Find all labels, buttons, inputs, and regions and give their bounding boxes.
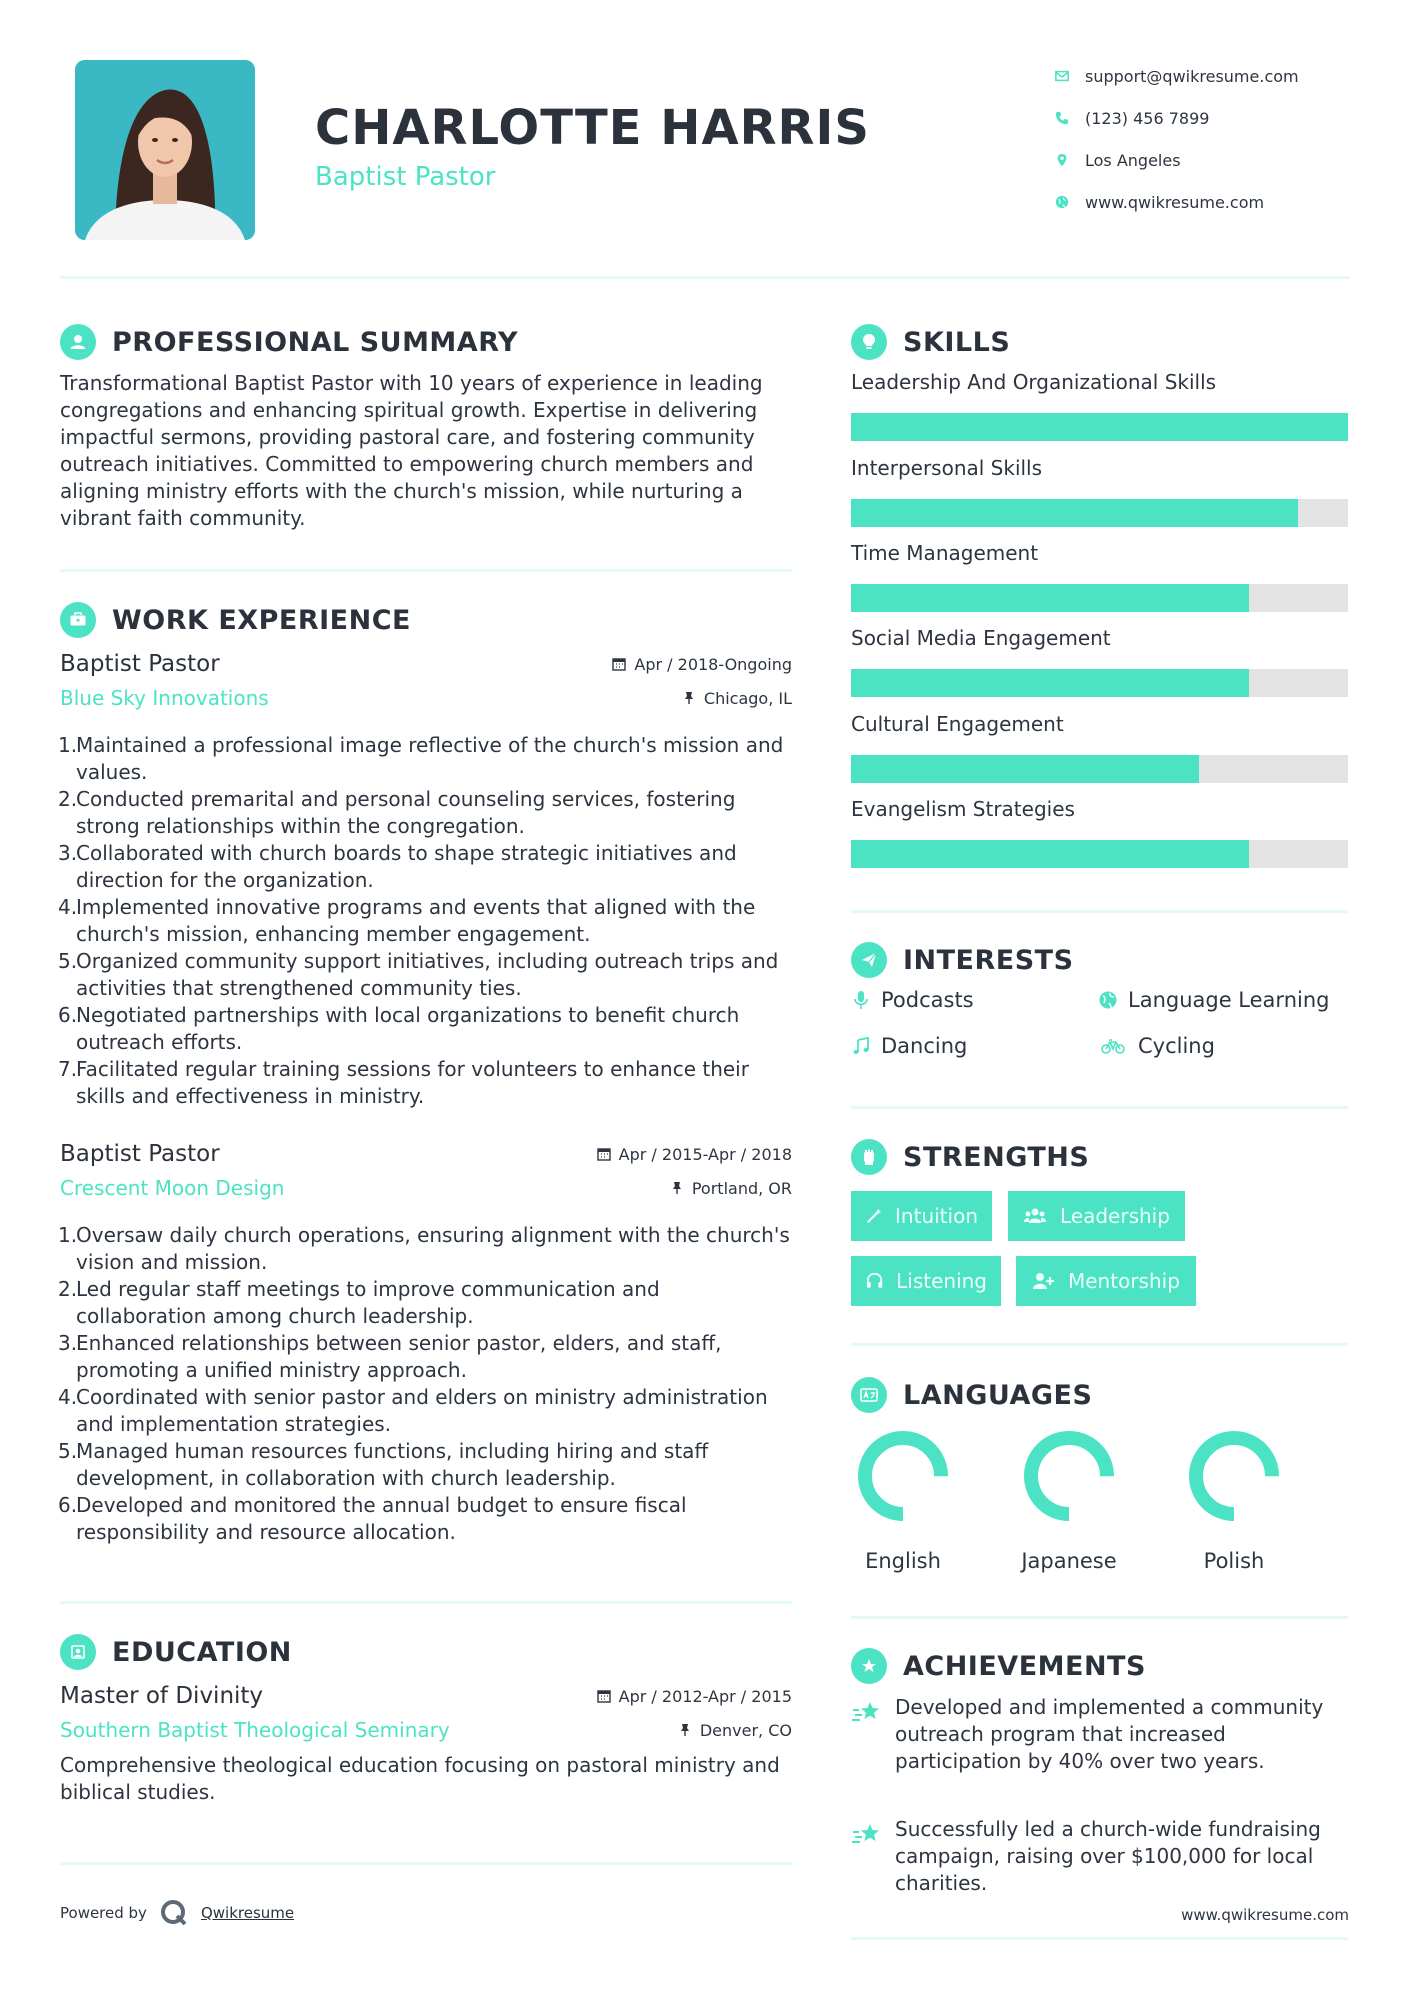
skill-item — [851, 626, 1348, 697]
user-plus-icon — [1030, 1271, 1056, 1291]
summary-title: PROFESSIONAL SUMMARY — [112, 326, 519, 358]
degree: Master of Divinity — [60, 1683, 264, 1709]
job-dates-text: Apr / 2018-Ongoing — [634, 654, 792, 674]
interest-label: Podcasts — [881, 988, 974, 1012]
contact-location — [1055, 139, 1355, 181]
contact-website[interactable] — [1055, 181, 1355, 223]
job-bullets — [60, 1222, 792, 1546]
skill-bar-fill — [851, 755, 1199, 783]
languages-title: LANGUAGES — [903, 1379, 1093, 1411]
email-text: support@qwikresume.com — [1085, 66, 1299, 86]
contact-phone[interactable] — [1055, 97, 1355, 139]
list-item: 1. Maintained a professional image reflective of the church's mission and values. — [58, 733, 784, 784]
achievements-title: ACHIEVEMENTS — [903, 1650, 1146, 1682]
job-company: Blue Sky Innovations — [60, 686, 269, 710]
skill-bar — [851, 499, 1348, 527]
strength-tag-listening — [851, 1256, 1001, 1306]
skill-bar-fill — [851, 499, 1298, 527]
skill-bar — [851, 755, 1348, 783]
achievement-item — [851, 1694, 1351, 1775]
profile-photo — [75, 60, 255, 240]
map-marker-icon — [1055, 153, 1085, 167]
globe-icon — [1098, 990, 1118, 1010]
skill-item — [851, 456, 1348, 527]
list-item: 6. Developed and monitored the annual budget to ensure fiscal responsibility and resource allocation. — [58, 1493, 687, 1544]
job-location-text: Portland, OR — [691, 1178, 792, 1198]
skills-divider — [851, 910, 1348, 913]
language-item — [1174, 1429, 1294, 1573]
interests-title: INTERESTS — [903, 944, 1074, 976]
candidate-title: Baptist Pastor — [315, 162, 496, 192]
achievements-heading — [851, 1648, 1146, 1684]
list-item: 2. Conducted premarital and personal counseling services, fostering strong relationships within the congregation. — [58, 787, 736, 838]
phone-text: (123) 456 7899 — [1085, 108, 1210, 128]
interest-label: Cycling — [1138, 1034, 1215, 1058]
language-label: Polish — [1203, 1549, 1265, 1573]
achievement-text: Developed and implemented a community outreach program that increased participation by 40% over two years. — [895, 1695, 1324, 1773]
language-progress-ring — [856, 1429, 950, 1523]
interest-item-language-learning — [1098, 988, 1329, 1012]
headphones-icon — [865, 1271, 884, 1291]
skill-label: Time Management — [851, 541, 1039, 565]
summary-heading — [60, 324, 518, 360]
interest-label: Dancing — [881, 1034, 968, 1058]
skill-label: Leadership And Organizational Skills — [851, 370, 1217, 394]
interests-heading — [851, 942, 1074, 978]
powered-by — [60, 1898, 294, 1928]
shooting-star-icon — [851, 1820, 883, 1850]
list-item: 4. Coordinated with senior pastor and elders on ministry administration and implementation strategies. — [58, 1385, 768, 1436]
education-entry — [60, 1680, 792, 1806]
summary-divider — [60, 569, 792, 572]
job-dates — [597, 1145, 792, 1164]
fist-icon — [851, 1139, 887, 1175]
job-location — [682, 689, 792, 708]
strength-tag-leadership — [1008, 1191, 1185, 1241]
skill-bar — [851, 840, 1348, 868]
skill-bar — [851, 669, 1348, 697]
list-item: 6. Negotiated partnerships with local organizations to benefit church outreach efforts. — [58, 1003, 740, 1054]
pin-icon — [670, 1181, 684, 1195]
phone-icon — [1055, 111, 1085, 125]
skills-title: SKILLS — [903, 326, 1011, 358]
job-title: Baptist Pastor — [60, 651, 220, 677]
language-progress-ring — [1022, 1429, 1116, 1523]
paper-plane-icon — [851, 942, 887, 978]
skill-label: Social Media Engagement — [851, 626, 1111, 650]
user-icon — [60, 324, 96, 360]
strength-tag-mentorship — [1016, 1256, 1196, 1306]
list-item: 2. Led regular staff meetings to improve communication and collaboration among church leadership. — [58, 1277, 660, 1328]
skill-label: Cultural Engagement — [851, 712, 1064, 736]
skill-label: Evangelism Strategies — [851, 797, 1075, 821]
experience-heading — [60, 602, 411, 638]
languages-heading — [851, 1377, 1092, 1413]
experience-divider — [60, 1601, 792, 1604]
education-title: EDUCATION — [112, 1636, 292, 1668]
job-bullets — [60, 732, 792, 1110]
strengths-title: STRENGTHS — [903, 1141, 1090, 1173]
header-divider — [60, 276, 1350, 279]
education-location — [678, 1721, 792, 1740]
strength-tag-intuition — [851, 1191, 992, 1241]
achievement-text: Successfully led a church-wide fundraising campaign, raising over $100,000 for local charities. — [895, 1817, 1321, 1895]
calendar-icon — [597, 1689, 611, 1703]
languages-divider — [851, 1616, 1348, 1619]
list-item: 3. Enhanced relationships between senior pastor, elders, and staff, promoting a unified ministry approach. — [58, 1331, 722, 1382]
star-badge-icon — [851, 1648, 887, 1684]
summary-text: Transformational Baptist Pastor with 10 years of experience in leading congregations and enhancing spiritual growth. Expertise in delivering impactful sermons, providing pastoral care, and fostering community outreach initiatives. Committed to empowering church members and aligning ministry efforts with the church's mission, while nurturing a vibrant faith community. — [60, 371, 763, 530]
experience-title: WORK EXPERIENCE — [112, 604, 411, 636]
microphone-icon — [851, 990, 871, 1010]
skill-bar-fill — [851, 669, 1249, 697]
skill-bar-fill — [851, 413, 1348, 441]
qwikresume-logo-icon — [159, 1898, 189, 1928]
contact-email[interactable] — [1055, 55, 1355, 97]
list-item: 7. Facilitated regular training sessions for volunteers to enhance their skills and effectiveness in ministry. — [58, 1057, 749, 1108]
briefcase-icon — [60, 602, 96, 638]
job-location-text: Chicago, IL — [703, 688, 792, 708]
powered-by-label: Powered by — [60, 1904, 147, 1922]
skill-item — [851, 370, 1348, 441]
education-dates-text: Apr / 2012-Apr / 2015 — [618, 1686, 792, 1706]
job-location — [670, 1179, 792, 1198]
globe-icon — [1055, 195, 1085, 209]
skill-item — [851, 712, 1348, 783]
contact-info — [1055, 55, 1355, 223]
list-item: 5. Organized community support initiatives, including outreach trips and activities that strengthened community ties. — [58, 949, 779, 1000]
location-text: Los Angeles — [1085, 150, 1181, 170]
list-item: 1. Oversaw daily church operations, ensuring alignment with the church's vision and mission. — [58, 1223, 790, 1274]
job-entry — [60, 648, 792, 1110]
skill-item — [851, 541, 1348, 612]
list-item: 4. Implemented innovative programs and events that aligned with the church's mission, enhancing member engagement. — [58, 895, 756, 946]
footer-website[interactable]: www.qwikresume.com — [1181, 1906, 1349, 1924]
brand-link[interactable]: Qwikresume — [200, 1904, 295, 1922]
magic-wand-icon — [865, 1206, 883, 1226]
education-description: Comprehensive theological education focusing on pastoral ministry and biblical studies. — [60, 1753, 780, 1804]
graduation-icon — [60, 1634, 96, 1670]
pin-icon — [678, 1723, 692, 1737]
lightbulb-icon — [851, 324, 887, 360]
envelope-icon — [1055, 69, 1085, 83]
skill-bar-fill — [851, 584, 1249, 612]
achievements-divider — [851, 1937, 1348, 1940]
strengths-heading — [851, 1139, 1089, 1175]
language-item — [843, 1429, 963, 1573]
strength-label: Listening — [896, 1269, 987, 1293]
bicycle-icon — [1098, 1036, 1128, 1056]
skill-item — [851, 797, 1348, 868]
candidate-name: CHARLOTTE HARRIS — [315, 100, 870, 156]
education-divider — [60, 1862, 792, 1865]
education-heading — [60, 1634, 292, 1670]
language-item — [1009, 1429, 1129, 1573]
job-dates — [612, 655, 792, 674]
job-entry — [60, 1138, 792, 1546]
pin-icon — [682, 691, 696, 705]
users-icon — [1022, 1206, 1048, 1226]
language-icon — [851, 1377, 887, 1413]
shooting-star-icon — [851, 1698, 883, 1728]
job-title: Baptist Pastor — [60, 1141, 220, 1167]
language-progress-ring — [1187, 1429, 1281, 1523]
music-icon — [851, 1036, 871, 1056]
strength-label: Leadership — [1060, 1204, 1170, 1228]
achievement-item — [851, 1816, 1351, 1897]
skill-label: Interpersonal Skills — [851, 456, 1043, 480]
language-label: Japanese — [1021, 1549, 1117, 1573]
strength-label: Intuition — [895, 1204, 978, 1228]
skill-bar — [851, 584, 1348, 612]
language-label: English — [865, 1549, 941, 1573]
list-item: 3. Collaborated with church boards to shape strategic initiatives and direction for the organization. — [58, 841, 737, 892]
school: Southern Baptist Theological Seminary — [60, 1718, 450, 1742]
website-text: www.qwikresume.com — [1085, 192, 1265, 212]
interest-label: Language Learning — [1128, 988, 1330, 1012]
skills-heading — [851, 324, 1010, 360]
job-company: Crescent Moon Design — [60, 1176, 285, 1200]
interest-item-dancing — [851, 1034, 967, 1058]
strength-label: Mentorship — [1068, 1269, 1180, 1293]
calendar-icon — [612, 657, 626, 671]
job-dates-text: Apr / 2015-Apr / 2018 — [618, 1144, 792, 1164]
skill-bar — [851, 413, 1348, 441]
strengths-divider — [851, 1343, 1348, 1346]
interest-item-podcasts — [851, 988, 974, 1012]
education-location-text: Denver, CO — [699, 1720, 792, 1740]
education-dates — [597, 1687, 792, 1706]
interest-item-cycling — [1098, 1034, 1215, 1058]
skill-bar-fill — [851, 840, 1249, 868]
interests-divider — [851, 1106, 1348, 1109]
calendar-icon — [597, 1147, 611, 1161]
list-item: 5. Managed human resources functions, including hiring and staff development, in collaboration with church leadership. — [58, 1439, 709, 1490]
